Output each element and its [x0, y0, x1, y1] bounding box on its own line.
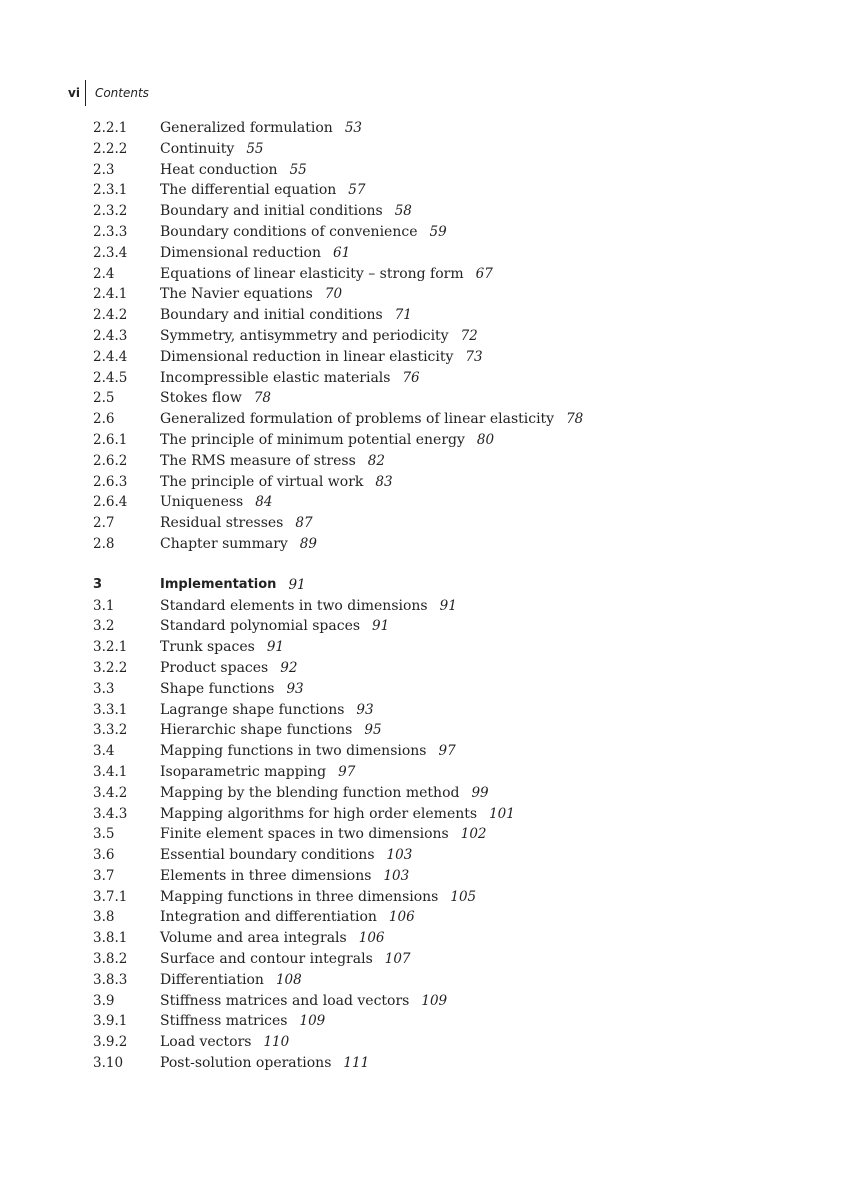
toc-entry[interactable] [93, 783, 813, 804]
toc-entry[interactable] [93, 949, 813, 970]
page-number: vi [68, 86, 80, 100]
entry-title: Heat conduction [160, 161, 278, 178]
entry-page: 72 [460, 327, 478, 344]
entry-number: 3.4.1 [93, 763, 128, 780]
entry-page: 108 [275, 971, 302, 988]
entry-title: Stokes flow [160, 390, 242, 407]
entry-number: 3.9.1 [93, 1013, 128, 1030]
entry-title: Uniqueness [160, 494, 244, 511]
entry-title: Isoparametric mapping [160, 763, 327, 780]
toc-entry[interactable] [93, 804, 813, 825]
entry-page: 53 [344, 120, 362, 136]
toc-chapter-heading[interactable] [93, 575, 813, 596]
running-header [68, 80, 149, 106]
entry-number: 2.6.1 [93, 431, 128, 448]
header-divider [85, 80, 86, 106]
entry-title: Residual stresses [160, 515, 284, 532]
running-title: Contents [94, 86, 149, 100]
section-spacer [93, 555, 813, 575]
toc-entry[interactable] [93, 513, 813, 534]
toc-entry[interactable] [93, 305, 813, 326]
toc-entry[interactable] [93, 928, 813, 949]
entry-page: 91 [439, 597, 457, 614]
toc-entry[interactable] [93, 762, 813, 783]
toc-entry[interactable] [93, 243, 813, 264]
entry-number: 3.4 [93, 743, 115, 760]
entry-title: Surface and contour integrals [160, 951, 373, 968]
toc-entry[interactable] [93, 472, 813, 493]
entry-page: 84 [255, 494, 273, 511]
entry-title: Standard polynomial spaces [160, 618, 361, 635]
entry-title: Finite element spaces in two dimensions [160, 826, 449, 843]
entry-number: 2.2.1 [93, 120, 128, 136]
entry-page: 103 [386, 847, 413, 864]
toc-entry[interactable] [93, 907, 813, 928]
entry-number: 3.8.1 [93, 930, 128, 947]
toc-entry[interactable] [93, 368, 813, 389]
entry-page: 87 [295, 515, 313, 532]
toc-entry[interactable] [93, 887, 813, 908]
entry-page: 103 [383, 867, 410, 884]
entry-title: Dimensional reduction in linear elasticity [160, 348, 454, 365]
toc-entry[interactable] [93, 824, 813, 845]
entry-number: 3.2 [93, 618, 115, 635]
entry-page: 101 [489, 805, 515, 822]
entry-title: Equations of linear elasticity – strong form [160, 265, 464, 282]
toc-group-chapter-2 [93, 118, 813, 555]
entry-title: Mapping by the blending function method [160, 784, 460, 801]
entry-title: Integration and differentiation [160, 909, 377, 926]
toc-group-chapter-3 [93, 596, 813, 1074]
entry-title: Shape functions [160, 680, 275, 697]
entry-page: 61 [333, 244, 351, 261]
toc-entry[interactable] [93, 700, 813, 721]
entry-page: 82 [367, 452, 385, 469]
entry-number: 2.6 [93, 411, 115, 428]
entry-page: 89 [299, 535, 317, 552]
entry-page: 95 [364, 722, 382, 739]
toc-entry[interactable] [93, 222, 813, 243]
entry-number: 2.5 [93, 390, 115, 407]
entry-title: Boundary and initial conditions [160, 307, 383, 324]
entry-page: 111 [343, 1055, 370, 1072]
entry-number: 3.1 [93, 597, 115, 614]
entry-number: 2.6.4 [93, 494, 128, 511]
entry-number: 2.3.2 [93, 203, 128, 220]
entry-number: 2.4.4 [93, 348, 128, 365]
entry-page: 107 [384, 951, 411, 968]
entry-title: The differential equation [160, 182, 337, 199]
entry-page: 91 [266, 639, 284, 656]
entry-title: Incompressible elastic materials [160, 369, 391, 386]
table-of-contents [93, 118, 813, 1074]
toc-entry[interactable] [93, 139, 813, 160]
toc-entry[interactable] [93, 637, 813, 658]
entry-page: 83 [375, 473, 393, 490]
entry-number: 3.3.2 [93, 722, 128, 739]
toc-entry[interactable] [93, 845, 813, 866]
toc-entry[interactable] [93, 284, 813, 305]
entry-title: The RMS measure of stress [160, 452, 356, 469]
entry-page: 57 [348, 182, 366, 199]
toc-entry[interactable] [93, 1053, 813, 1074]
toc-entry[interactable] [93, 180, 813, 201]
entry-page: 91 [372, 618, 390, 635]
entry-number: 3.5 [93, 826, 115, 843]
entry-number: 3.3.1 [93, 701, 128, 718]
entry-page: 106 [358, 930, 385, 947]
entry-title: Standard elements in two dimensions [160, 597, 428, 614]
toc-entry[interactable] [93, 720, 813, 741]
entry-number: 2.4.3 [93, 327, 128, 344]
toc-entry[interactable] [93, 326, 813, 347]
entry-page: 93 [356, 701, 374, 718]
entry-number: 2.6.2 [93, 452, 128, 469]
entry-title: Post-solution operations [160, 1055, 332, 1072]
entry-page: 97 [438, 743, 456, 760]
toc-entry[interactable] [93, 679, 813, 700]
entry-page: 55 [246, 140, 264, 157]
toc-entry[interactable] [93, 451, 813, 472]
entry-title: Stiffness matrices [160, 1013, 288, 1030]
entry-page: 55 [289, 161, 307, 178]
entry-title: Symmetry, antisymmetry and periodicity [160, 327, 449, 344]
entry-number: 2.6.3 [93, 473, 128, 490]
entry-page: 73 [465, 348, 483, 365]
entry-page: 93 [286, 680, 304, 697]
entry-number: 3.7.1 [93, 888, 128, 905]
entry-page: 80 [476, 431, 495, 448]
entry-title: Boundary conditions of convenience [160, 223, 418, 240]
entry-page: 102 [460, 826, 487, 843]
entry-number: 3.4.3 [93, 805, 128, 822]
toc-entry[interactable] [93, 201, 813, 222]
entry-page: 105 [450, 888, 477, 905]
entry-title: Elements in three dimensions [160, 867, 372, 884]
toc-entry[interactable] [93, 160, 813, 181]
entry-page: 97 [338, 763, 356, 780]
entry-number: 3.2.1 [93, 639, 128, 656]
entry-number: 2.2.2 [93, 140, 128, 157]
entry-number: 3.3 [93, 680, 115, 697]
entry-title: Hierarchic shape functions [160, 722, 353, 739]
toc-entry[interactable] [93, 118, 813, 139]
toc-entry[interactable] [93, 534, 813, 555]
entry-page: 59 [429, 223, 447, 240]
toc-entry[interactable] [93, 970, 813, 991]
entry-title: Mapping functions in two dimensions [160, 743, 427, 760]
toc-entry[interactable] [93, 430, 813, 451]
entry-number: 2.3.3 [93, 223, 128, 240]
entry-number: 2.7 [93, 515, 115, 532]
entry-page: 106 [388, 909, 415, 926]
entry-title: Mapping functions in three dimensions [160, 888, 439, 905]
toc-entry[interactable] [93, 388, 813, 409]
entry-title: The Navier equations [160, 286, 313, 303]
entry-title: The principle of minimum potential energy [160, 431, 465, 448]
entry-number: 2.4.1 [93, 286, 128, 303]
entry-number: 2.4.2 [93, 307, 128, 324]
toc-entry[interactable] [93, 1011, 813, 1032]
toc-entry[interactable] [93, 409, 813, 430]
entry-page: 71 [394, 307, 412, 324]
entry-number: 2.4.5 [93, 369, 128, 386]
entry-number: 3.6 [93, 847, 115, 864]
toc-entry[interactable] [93, 741, 813, 762]
toc-entry[interactable] [93, 991, 813, 1012]
entry-title: Continuity [160, 140, 235, 157]
entry-number: 3.7 [93, 867, 115, 884]
toc-entry[interactable] [93, 658, 813, 679]
entry-title: Stiffness matrices and load vectors [160, 992, 410, 1009]
entry-title: Boundary and initial conditions [160, 203, 383, 220]
entry-number: 3.10 [93, 1055, 124, 1072]
entry-number: 3.4.2 [93, 784, 128, 801]
entry-page: 58 [394, 203, 412, 220]
entry-number: 3.2.2 [93, 659, 128, 676]
entry-page: 92 [280, 659, 298, 676]
toc-entry[interactable] [93, 347, 813, 368]
entry-title: Lagrange shape functions [160, 701, 345, 718]
entry-number: 3.9 [93, 992, 115, 1009]
entry-number: 2.4 [93, 265, 115, 282]
entry-page: 110 [263, 1034, 290, 1051]
toc-entry[interactable] [93, 264, 813, 285]
entry-title: Product spaces [160, 659, 269, 676]
entry-page: 70 [324, 286, 343, 303]
entry-title: Mapping algorithms for high order elements [160, 805, 478, 822]
entry-title: The principle of virtual work [160, 473, 364, 490]
entry-page: 76 [402, 369, 420, 386]
entry-page: 78 [253, 390, 271, 407]
chapter-page: 91 [288, 576, 306, 593]
entry-title: Load vectors [160, 1034, 252, 1051]
entry-title: Generalized formulation [160, 120, 333, 136]
entry-number: 2.3.1 [93, 182, 128, 199]
entry-title: Essential boundary conditions [160, 847, 375, 864]
entry-page: 99 [471, 784, 489, 801]
chapter-number: 3 [93, 576, 103, 592]
toc-entry[interactable] [93, 616, 813, 637]
entry-page: 67 [475, 265, 493, 282]
entry-page: 109 [421, 992, 448, 1009]
entry-title: Differentiation [160, 971, 264, 988]
entry-number: 3.8.3 [93, 971, 128, 988]
toc-entry[interactable] [93, 492, 813, 513]
entry-page: 78 [566, 411, 584, 428]
entry-number: 3.8.2 [93, 951, 128, 968]
entry-title: Generalized formulation of problems of linear elasticity [160, 411, 555, 428]
toc-entry[interactable] [93, 596, 813, 617]
entry-title: Volume and area integrals [160, 930, 347, 947]
entry-title: Dimensional reduction [160, 244, 322, 261]
toc-entry[interactable] [93, 866, 813, 887]
entry-page: 109 [299, 1013, 326, 1030]
entry-number: 3.8 [93, 909, 115, 926]
entry-number: 2.3.4 [93, 244, 128, 261]
entry-title: Trunk spaces [160, 639, 255, 656]
chapter-title: Implementation [160, 576, 277, 592]
entry-number: 2.3 [93, 161, 115, 178]
entry-number: 3.9.2 [93, 1034, 128, 1051]
toc-entry[interactable] [93, 1032, 813, 1053]
entry-number: 2.8 [93, 535, 115, 552]
entry-title: Chapter summary [160, 535, 288, 552]
